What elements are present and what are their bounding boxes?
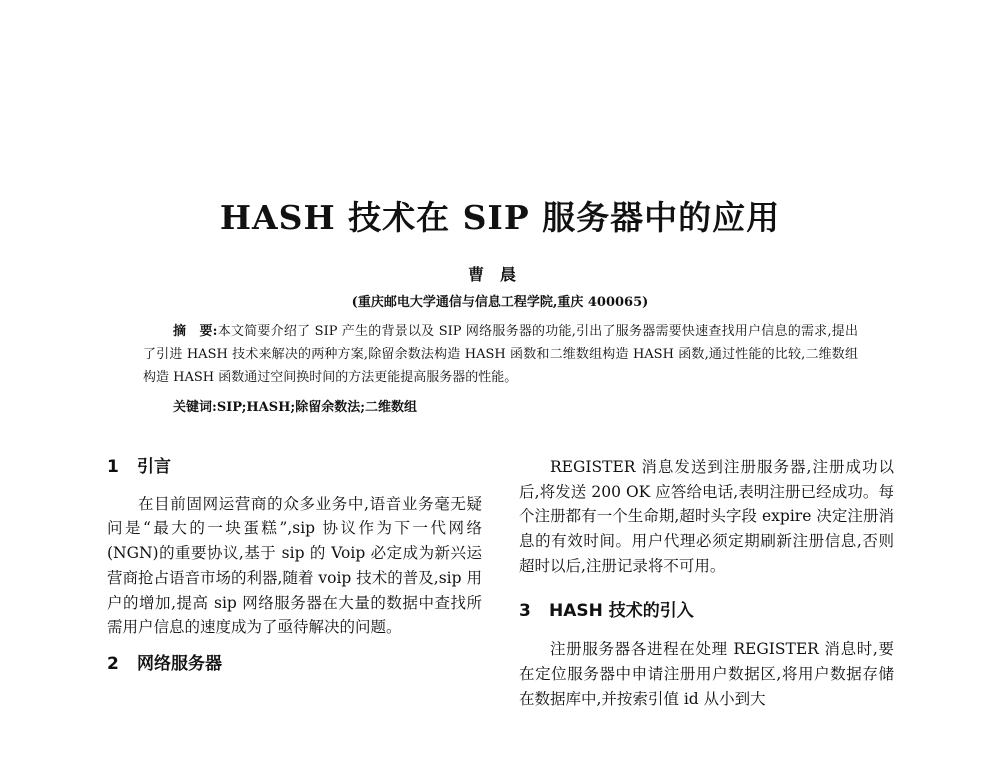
keywords-label: 关键词: [173, 400, 217, 415]
author-name: 曹晨 [467, 265, 532, 284]
section-heading-network-server [107, 652, 482, 677]
body-paragraph: REGISTER 消息发送到注册服务器,注册成功以后,将发送 200 OK 应答给电话,表明注册已经成功。每个注册都有一个生命期,超时头字段 expire 决定注册消息的有效时间。用户代理必须定期刷新注册信息,否则超时以后,注册记录将不可用。 [519, 458, 894, 575]
section-heading-hash-introduction [519, 599, 894, 624]
section-title: 引言 [137, 457, 171, 477]
abstract [143, 320, 858, 389]
right-column [519, 455, 894, 711]
section-heading-introduction [107, 455, 482, 480]
keywords [173, 396, 863, 415]
section-title: HASH 技术的引入 [549, 600, 694, 621]
section-number: 2 [107, 653, 119, 674]
section-number: 3 [519, 600, 531, 621]
paper-title: HASH 技术在 SIP 服务器中的应用 [219, 198, 781, 237]
body-paragraph: 在目前固网运营商的众多业务中,语音业务毫无疑问是“最大的一块蛋糕”,sip 协议作为下一代网络(NGN)的重要协议,基于 sip 的 Voip 必定成为新兴运营商抢占语音市场的利器,随着 voip 技术的普及,sip 用户的增加,提高 sip 网络服务器在大量的数据中查找所需用户信息的速度成为了亟待解决的问题。 [107, 494, 482, 637]
abstract-text: 本文简要介绍了 SIP 产生的背景以及 SIP 网络服务器的功能,引出了服务器需要快速查找用户信息的需求,提出了引进 HASH 技术来解决的两种方案,除留余数法构造 HASH 函数和二维数组构造 HASH 函数,通过性能的比较,二维数组构造 HASH 函数通过空间换时间的方法更能提高服务器的性能。 [143, 324, 858, 385]
section-title: 网络服务器 [137, 653, 222, 674]
author-affiliation: (重庆邮电大学通信与信息工程学院,重庆 400065) [351, 295, 649, 310]
abstract-label: 摘 要: [173, 324, 218, 339]
keywords-text: SIP;HASH;除留余数法;二维数组 [216, 400, 418, 415]
section-number: 1 [107, 457, 119, 477]
left-column [107, 455, 482, 677]
body-paragraph: 注册服务器各进程在处理 REGISTER 消息时,要在定位服务器中申请注册用户数据区,将用户数据存储在数据库中,并按索引值 id 从小到大 [519, 640, 894, 708]
abstract-indent [143, 324, 173, 339]
